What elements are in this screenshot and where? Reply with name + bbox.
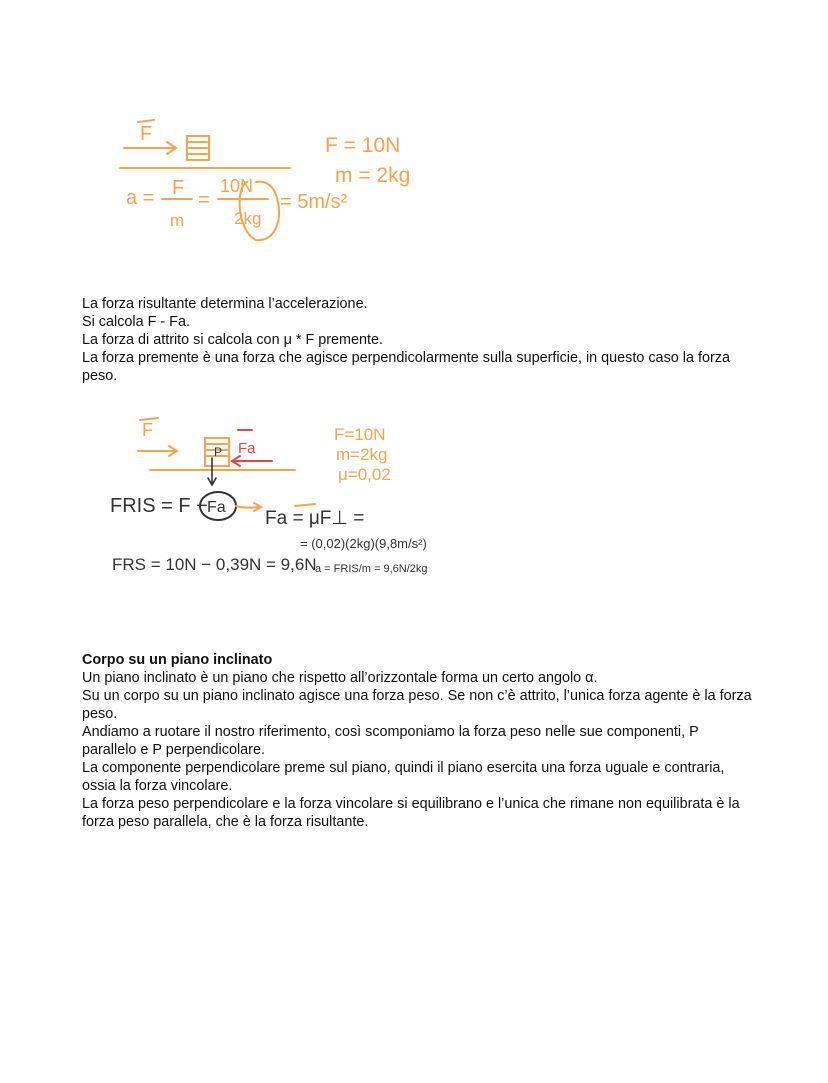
friction-equation: Fa = μF⊥ =	[265, 508, 365, 529]
sketch-force-acceleration	[110, 110, 430, 255]
fris-equation: FRIS = F −	[110, 495, 208, 517]
given-mu: μ=0,02	[338, 465, 391, 484]
text-line: La forza premente è una forza che agisce perpendicolarmente sulla superficie, in questo caso la forza peso.	[82, 350, 730, 384]
fraction-1-numerator: F	[172, 177, 185, 199]
section-title: Corpo su un piano inclinato	[82, 652, 273, 668]
text-line: Un piano inclinato è un piano che rispetto all’orizzontale forma un certo angolo α.	[82, 670, 598, 686]
connector-arrow	[236, 506, 260, 508]
text-line: Su un corpo su un piano inclinato agisce una forza peso. Se non c’è attrito, l’unica forza agente è la forza peso.	[82, 688, 752, 722]
equals-sign-1: =	[198, 189, 210, 211]
text-line: Si calcola F - Fa.	[82, 314, 190, 330]
text-line: La componente perpendicolare preme sul piano, quindi il piano esercita una forza uguale e contraria, ossia la forza vincolare.	[82, 760, 725, 794]
acceleration-result: = 5m/s²	[280, 191, 348, 213]
given-mass: m = 2kg	[335, 164, 411, 187]
friction-values: = (0,02)(2kg)(9,8m/s²)	[300, 536, 427, 551]
given-force: F=10N	[334, 425, 386, 444]
sketch-1-svg	[110, 110, 430, 255]
text-line: Andiamo a ruotare il nostro riferimento, così scomponiamo la forza peso nelle sue componenti, P parallelo e P perpendicolare.	[82, 724, 699, 758]
sketch-2-svg	[110, 408, 440, 598]
acceleration-lhs: a =	[126, 187, 155, 209]
fraction-1-denominator: m	[170, 211, 185, 230]
given-mass: m=2kg	[336, 445, 388, 464]
sketch-friction	[110, 408, 440, 598]
vector-p-label: P	[214, 445, 223, 459]
text-line: La forza peso perpendicolare e la forza vincolare si equilibrano e l’unica che rimane non equilibrata è la forza peso parallela, che è la forza risultante.	[82, 796, 740, 830]
fris-result: FRS = 10N − 0,39N = 9,6N	[112, 555, 317, 574]
text-line: La forza risultante determina l’accelerazione.	[82, 296, 368, 312]
vector-f-label: F	[140, 123, 153, 145]
fraction-2-denominator: 2kg	[234, 209, 262, 228]
vector-f-bar	[138, 120, 154, 122]
fris-circled-fa: Fa	[207, 499, 226, 516]
fraction-2-numerator: 10N	[220, 176, 254, 196]
vector-f-label: F	[142, 420, 153, 440]
friction-text-block	[82, 295, 752, 385]
text-line: La forza di attrito si calcola con μ * F premente.	[82, 332, 384, 348]
given-force: F = 10N	[325, 134, 401, 157]
inclined-plane-section	[82, 651, 752, 831]
vector-fa-label: Fa	[238, 440, 256, 457]
acceleration-equation: a = FRIS/m = 9,6N/2kg	[315, 563, 428, 575]
